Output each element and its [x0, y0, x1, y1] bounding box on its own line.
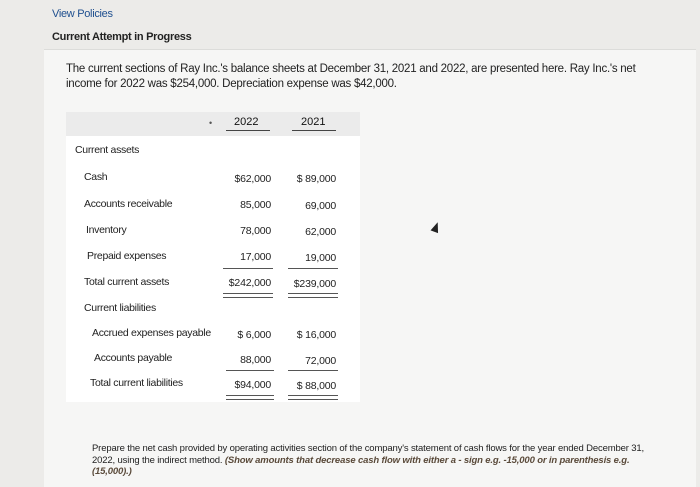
row-label: Accounts receivable	[84, 198, 173, 210]
ar-2022: 85,000	[240, 199, 271, 211]
inventory-2021: 62,000	[305, 226, 336, 238]
total-ca-2021: $239,000	[293, 278, 336, 290]
total-cl-2022: $94,000	[234, 379, 271, 391]
cash-2021: $ 89,000	[296, 173, 336, 185]
current-assets-heading: Current assets	[75, 144, 140, 156]
balance-sheet-table	[66, 112, 360, 402]
total-double-rule	[288, 293, 338, 298]
row-label: Total current assets	[84, 276, 170, 288]
row-label: Cash	[84, 171, 108, 183]
total-double-rule	[223, 293, 273, 298]
instructions-hint: (Show amounts that decrease cash flow with either a - sign e.g. -15,000 or in parenthesis e.g. (15,000).)	[92, 454, 630, 477]
prepaid-2022: 17,000	[240, 251, 271, 263]
total-cl-2021: $ 88,000	[296, 380, 336, 392]
row-label: Accounts payable	[94, 352, 173, 364]
question-instructions	[92, 443, 652, 478]
subtotal-rule	[288, 370, 338, 371]
row-label: Prepaid expenses	[87, 250, 167, 262]
total-double-rule	[288, 395, 338, 400]
accrued-2022: $ 6,000	[237, 329, 271, 341]
year-underline	[226, 130, 270, 131]
row-label: Total current liabilities	[90, 377, 183, 389]
total-double-rule	[226, 395, 274, 400]
total-ca-2022: $242,000	[228, 277, 271, 289]
row-label: Inventory	[86, 224, 127, 236]
view-policies-link[interactable]: View Policies	[52, 8, 113, 20]
inventory-2022: 78,000	[240, 225, 271, 237]
year-underline	[292, 130, 336, 131]
ap-2022: 88,000	[240, 354, 271, 366]
cash-2022: $62,000	[234, 173, 271, 185]
row-label: Accrued expenses payable	[92, 327, 211, 339]
ar-2021: 69,000	[305, 200, 336, 212]
header-dot-icon: •	[209, 118, 213, 128]
year-2021-header: 2021	[301, 116, 326, 128]
instructions-main: Prepare the net cash provided by operating activities section of the company's statement of cash flows for the year ended December 31, 2022, using the indirect method.	[92, 443, 645, 466]
table-header	[66, 112, 360, 136]
question-intro: The current sections of Ray Inc.'s balance sheets at December 31, 2021 and 2022, are presented here. Ray Inc.'s net income for 2022 was $254,000. Depreciation expense was $42,000.	[66, 63, 636, 90]
ap-2021: 72,000	[305, 355, 336, 367]
subtotal-rule	[226, 370, 274, 371]
current-liabilities-heading: Current liabilities	[84, 302, 156, 314]
subtotal-rule	[223, 268, 273, 269]
prepaid-2021: 19,000	[305, 252, 336, 264]
year-2022-header: 2022	[234, 116, 259, 128]
subtotal-rule	[288, 268, 338, 269]
accrued-2021: $ 16,000	[296, 329, 336, 341]
attempt-status: Current Attempt in Progress	[52, 31, 192, 43]
